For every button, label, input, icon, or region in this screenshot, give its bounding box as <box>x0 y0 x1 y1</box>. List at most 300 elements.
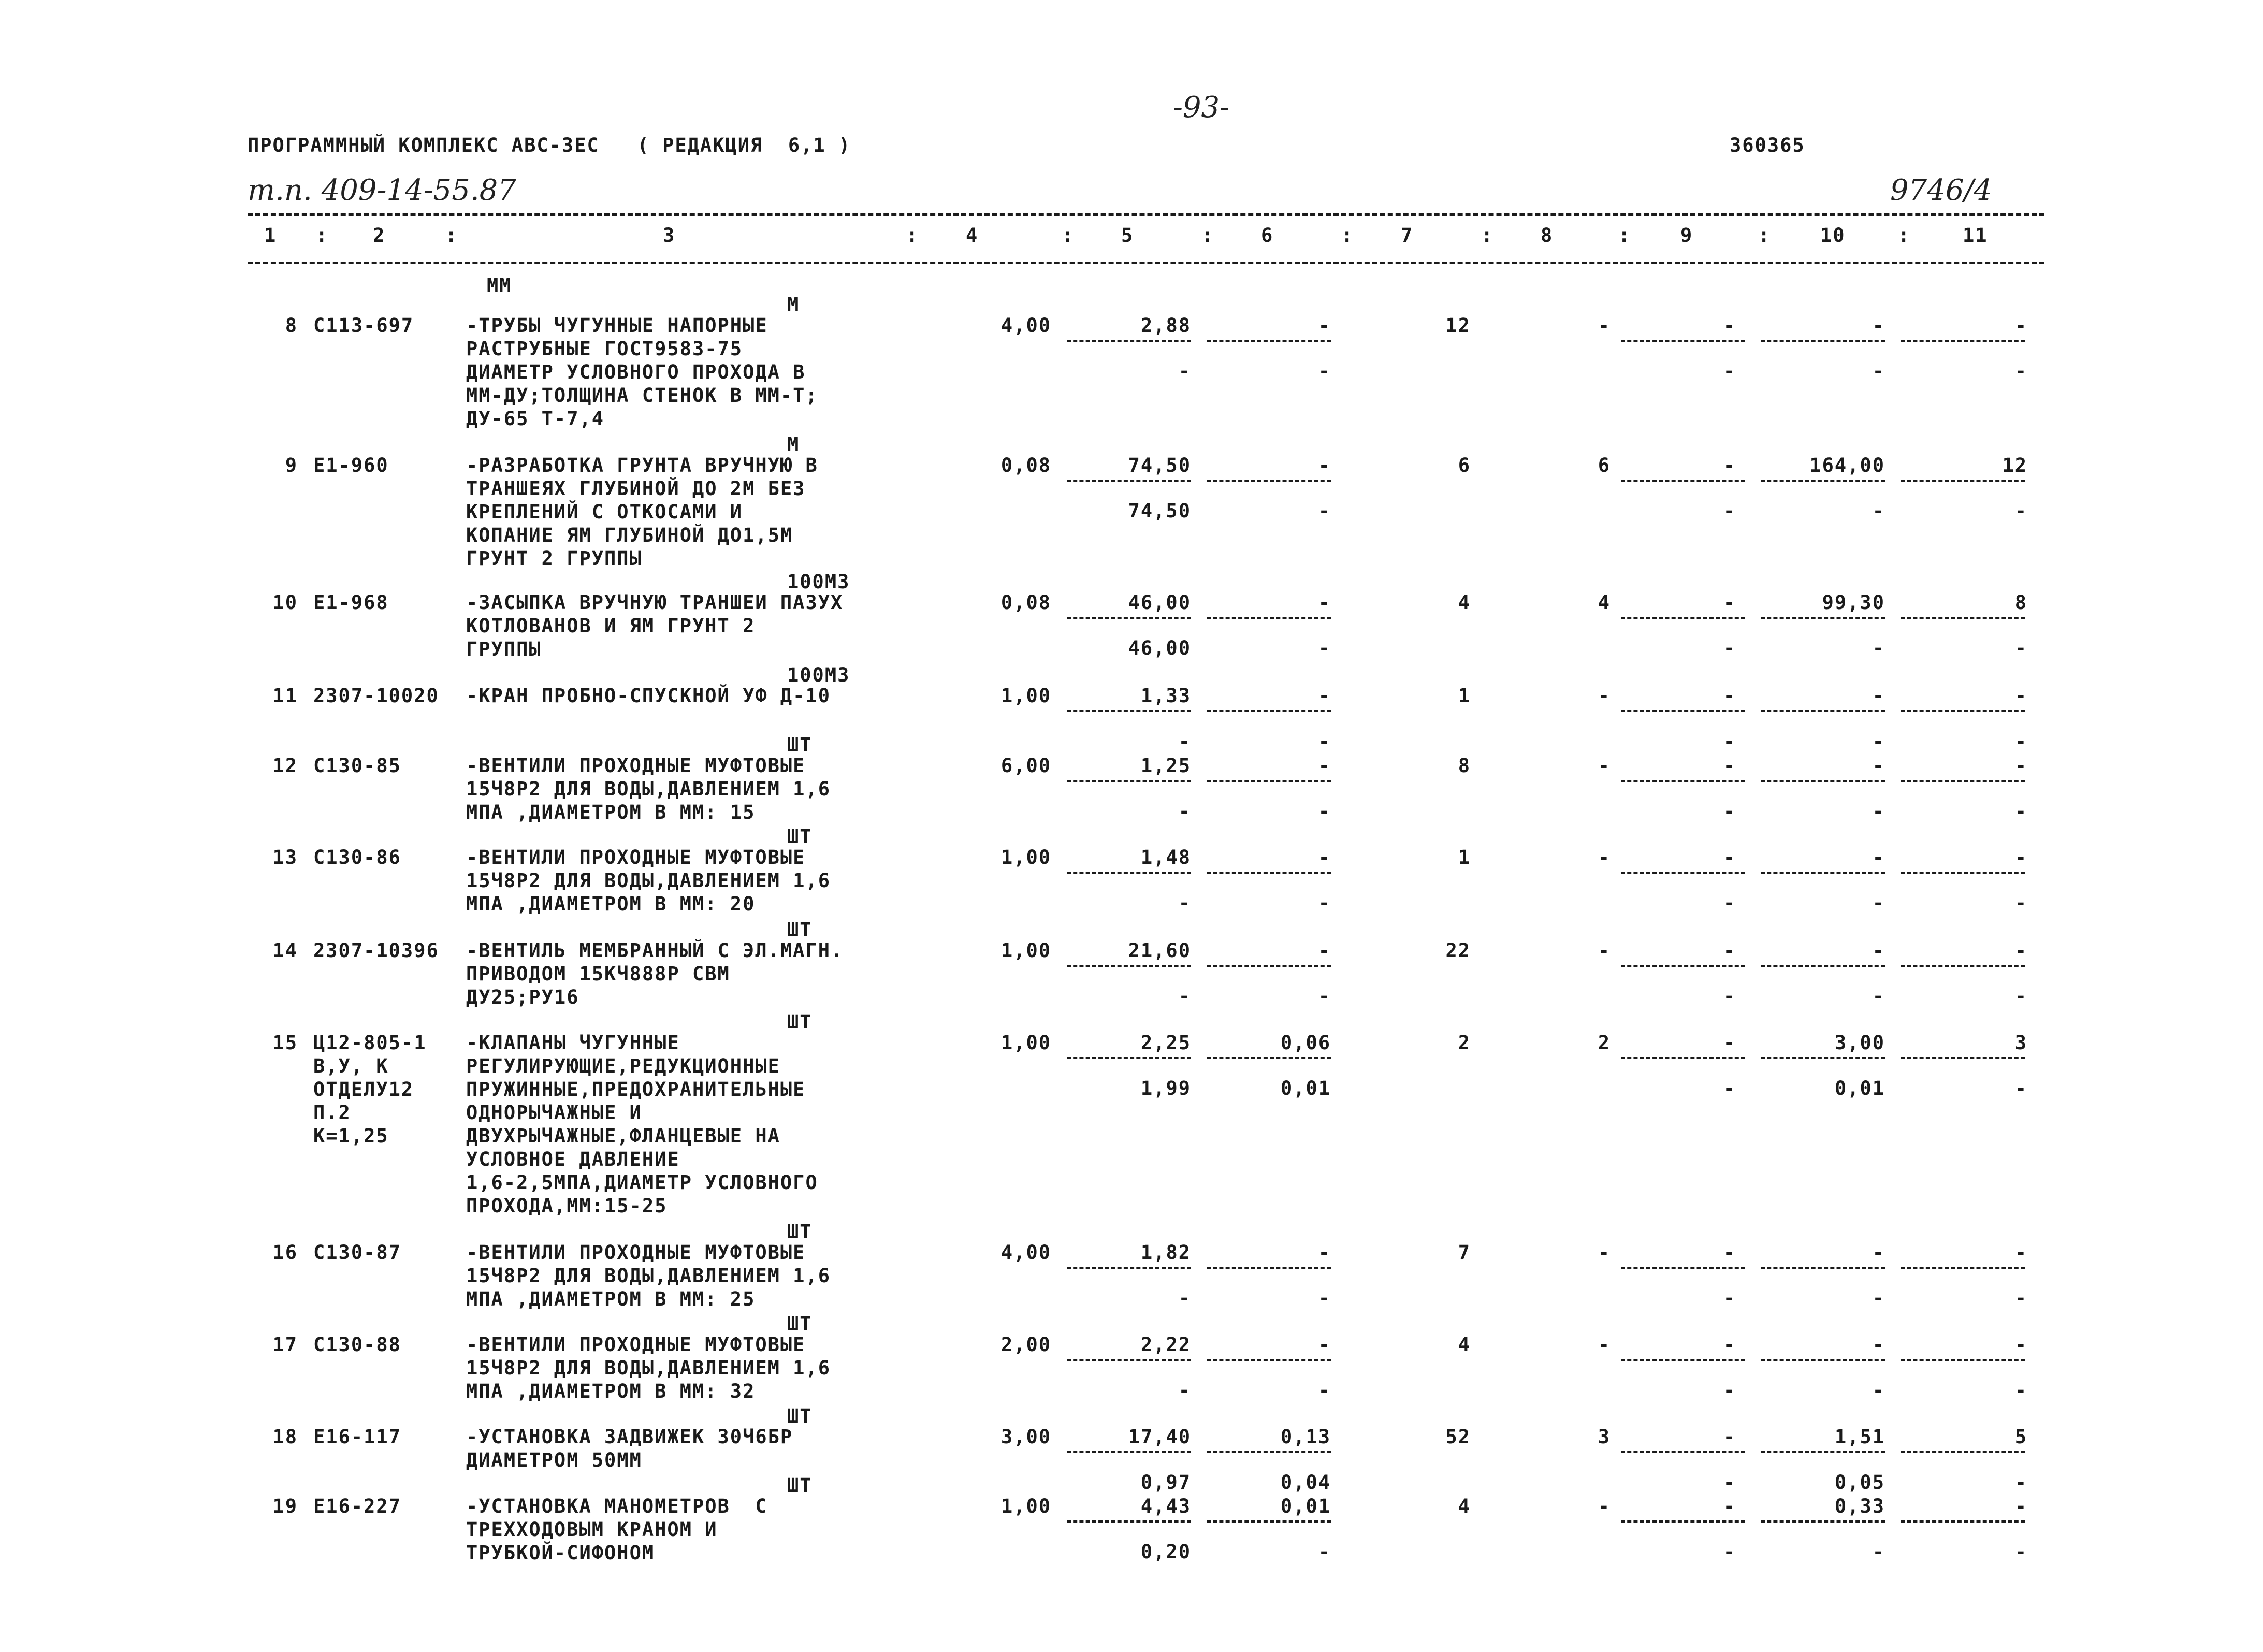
machine-wage-value: 0,04 <box>1280 1471 1331 1494</box>
wage-value: - <box>1598 1495 1611 1517</box>
subtotal-dashed-rule <box>1761 340 1885 342</box>
subtotal-dashed-rule <box>1761 710 1885 712</box>
row-number: 17 <box>272 1334 298 1356</box>
column-number: 2 <box>373 224 386 247</box>
work-description: -КЛАПАНЫ ЧУГУННЫЕ <box>466 1032 680 1054</box>
subtotal-dashed-rule <box>1621 340 1745 342</box>
quantity-value: 1,00 <box>1000 1032 1051 1054</box>
wage-value: 3 <box>1598 1426 1611 1448</box>
machine-cost-value: - <box>1318 685 1331 707</box>
subtotal-dashed-rule <box>1761 965 1885 967</box>
subtotal-dashed-rule <box>1761 1267 1885 1269</box>
labor-sub-value: - <box>1872 730 1885 752</box>
wage-value: - <box>1598 314 1611 337</box>
machine-cost-value: 0,13 <box>1280 1426 1331 1448</box>
machine-wage-value: - <box>1318 800 1331 822</box>
labor-sub-value: - <box>1872 1287 1885 1309</box>
labor-value: - <box>1872 1241 1885 1264</box>
total-cost-value: 1 <box>1458 685 1471 707</box>
norm-code: В,У, К <box>313 1055 389 1077</box>
labor-value: 0,33 <box>1834 1495 1885 1517</box>
unit-of-measure: ШТ <box>787 734 813 756</box>
unit-of-measure: ШТ <box>787 1313 813 1335</box>
unit-cost-wage-value: 46,00 <box>1128 637 1191 659</box>
column-number: 4 <box>966 224 979 247</box>
work-description: РАСТРУБНЫЕ ГОСТ9583-75 <box>466 338 743 360</box>
subtotal-dashed-rule <box>1621 1057 1745 1059</box>
wage-value: - <box>1598 846 1611 868</box>
row-number: 13 <box>272 846 298 868</box>
unit-cost-value: 2,88 <box>1140 314 1191 337</box>
subtotal-dashed-rule <box>1207 710 1331 712</box>
labor-total-sub-value: - <box>2014 360 2027 382</box>
labor-sub-value: - <box>1872 360 1885 382</box>
labor-total-sub-value: - <box>2014 1077 2027 1099</box>
work-description: -ВЕНТИЛИ ПРОХОДНЫЕ МУФТОВЫЕ <box>466 755 806 777</box>
machine-wage-value: - <box>1318 730 1331 752</box>
column-9-sub-value: - <box>1723 1541 1736 1563</box>
norm-code: С130-88 <box>313 1334 401 1356</box>
column-number: 11 <box>1963 224 1988 247</box>
total-cost-value: 1 <box>1458 846 1471 868</box>
labor-total-sub-value: - <box>2014 800 2027 822</box>
quantity-value: 1,00 <box>1000 685 1051 707</box>
subtotal-dashed-rule <box>1761 480 1885 482</box>
subtotal-dashed-rule <box>1761 1359 1885 1361</box>
machine-cost-value: - <box>1318 846 1331 868</box>
work-description: ДВУХРЫЧАЖНЫЕ,ФЛАНЦЕВЫЕ НА <box>466 1125 780 1147</box>
quantity-value: 1,00 <box>1000 1495 1051 1517</box>
work-description: ТРЕХХОДОВЫМ КРАНОМ И <box>466 1518 718 1541</box>
labor-value: - <box>1872 755 1885 777</box>
work-description: ММ-ДУ;ТОЛЩИНА СТЕНОК В ММ-Т; <box>466 384 818 407</box>
wage-value: - <box>1598 755 1611 777</box>
subtotal-dashed-rule <box>1207 1451 1331 1453</box>
machine-wage-value: - <box>1318 500 1331 522</box>
subtotal-dashed-rule <box>1901 780 2025 782</box>
norm-code: С113-697 <box>313 314 414 337</box>
column-9-value: - <box>1723 1032 1736 1054</box>
subtotal-dashed-rule <box>1901 1057 2025 1059</box>
unit-of-measure: ШТ <box>787 1405 813 1427</box>
unit-cost-value: 1,48 <box>1140 846 1191 868</box>
subtotal-dashed-rule <box>1067 1057 1191 1059</box>
subtotal-dashed-rule <box>1761 1057 1885 1059</box>
quantity-value: 4,00 <box>1000 1241 1051 1264</box>
machine-wage-value: - <box>1318 1287 1331 1309</box>
column-separator: : <box>316 224 329 247</box>
row-number: 15 <box>272 1032 298 1054</box>
column-separator: : <box>906 224 919 247</box>
subtotal-dashed-rule <box>1901 1451 2025 1453</box>
row-number: 16 <box>272 1241 298 1264</box>
subtotal-dashed-rule <box>1621 480 1745 482</box>
subtotal-dashed-rule <box>1067 1520 1191 1523</box>
labor-total-value: 3 <box>2014 1032 2027 1054</box>
column-number: 9 <box>1680 224 1693 247</box>
unit-of-measure: ШТ <box>787 1011 813 1033</box>
machine-wage-value: - <box>1318 1541 1331 1563</box>
work-description: МПА ,ДИАМЕТРОМ В ММ: 20 <box>466 893 756 915</box>
machine-wage-value: - <box>1318 360 1331 382</box>
subtotal-dashed-rule <box>1901 480 2025 482</box>
labor-total-value: - <box>2014 1495 2027 1517</box>
total-cost-value: 2 <box>1458 1032 1471 1054</box>
machine-cost-value: - <box>1318 314 1331 337</box>
unit-of-measure: 100М3 <box>787 571 850 593</box>
labor-value: 164,00 <box>1809 454 1885 476</box>
subtotal-dashed-rule <box>1901 340 2025 342</box>
labor-total-sub-value: - <box>2014 730 2027 752</box>
unit-cost-value: 4,43 <box>1140 1495 1191 1517</box>
labor-sub-value: - <box>1872 892 1885 914</box>
subtotal-dashed-rule <box>1207 480 1331 482</box>
unit-cost-value: 46,00 <box>1128 591 1191 614</box>
work-description: ПРИВОДОМ 15КЧ888Р СВМ <box>466 963 730 985</box>
labor-total-sub-value: - <box>2014 892 2027 914</box>
unit-of-measure: ШТ <box>787 919 813 941</box>
unit-cost-value: 1,82 <box>1140 1241 1191 1264</box>
machine-cost-value: 0,01 <box>1280 1495 1331 1517</box>
labor-value: 3,00 <box>1834 1032 1885 1054</box>
total-cost-value: 12 <box>1445 314 1471 337</box>
subtotal-dashed-rule <box>1901 965 2025 967</box>
labor-total-value: - <box>2014 755 2027 777</box>
quantity-value: 0,08 <box>1000 454 1051 476</box>
norm-code: Е16-117 <box>313 1426 401 1448</box>
column-9-value: - <box>1723 1334 1736 1356</box>
column-9-value: - <box>1723 1495 1736 1517</box>
norm-code: С130-85 <box>313 755 401 777</box>
table-top-rule <box>248 213 2044 216</box>
work-description: КОПАНИЕ ЯМ ГЛУБИНОЙ ДО1,5М <box>466 524 793 546</box>
labor-total-sub-value: - <box>2014 1287 2027 1309</box>
labor-total-sub-value: - <box>2014 1471 2027 1494</box>
labor-value: - <box>1872 846 1885 868</box>
work-description: ТРУБКОЙ-СИФОНОМ <box>466 1542 655 1564</box>
column-9-value: - <box>1723 314 1736 337</box>
subtotal-dashed-rule <box>1067 965 1191 967</box>
work-description: МПА ,ДИАМЕТРОМ В ММ: 32 <box>466 1380 756 1402</box>
row-number: 19 <box>272 1495 298 1517</box>
handwritten-project-number: т.п. 409-14-55.87 <box>248 173 516 207</box>
norm-code: Е1-968 <box>313 591 389 614</box>
unit-cost-value: 2,25 <box>1140 1032 1191 1054</box>
subtotal-dashed-rule <box>1761 1451 1885 1453</box>
column-number: 3 <box>663 224 676 247</box>
unit-cost-wage-value: - <box>1178 800 1191 822</box>
labor-total-value: 12 <box>2002 454 2027 476</box>
column-9-value: - <box>1723 591 1736 614</box>
subtotal-dashed-rule <box>1761 780 1885 782</box>
machine-cost-value: - <box>1318 755 1331 777</box>
column-separator: : <box>1618 224 1631 247</box>
subtotal-dashed-rule <box>1067 1267 1191 1269</box>
subtotal-dashed-rule <box>1207 1057 1331 1059</box>
wage-value: 6 <box>1598 454 1611 476</box>
machine-wage-value: - <box>1318 892 1331 914</box>
wage-value: - <box>1598 685 1611 707</box>
column-9-sub-value: - <box>1723 1379 1736 1401</box>
labor-sub-value: - <box>1872 500 1885 522</box>
total-cost-value: 4 <box>1458 1334 1471 1356</box>
column-9-sub-value: - <box>1723 800 1736 822</box>
work-description: ОДНОРЫЧАЖНЫЕ И <box>466 1102 642 1124</box>
work-description: ГРУППЫ <box>466 638 542 660</box>
handwritten-sheet-number: 9746/4 <box>1890 173 1993 207</box>
machine-cost-value: - <box>1318 591 1331 614</box>
labor-total-value: - <box>2014 1334 2027 1356</box>
subtotal-dashed-rule <box>1761 872 1885 874</box>
labor-value: 1,51 <box>1834 1426 1885 1448</box>
unit-of-measure: М <box>787 294 800 316</box>
unit-cost-wage-value: 1,99 <box>1140 1077 1191 1099</box>
work-description: -ТРУБЫ ЧУГУННЫЕ НАПОРНЫЕ <box>466 314 768 337</box>
row-number: 18 <box>272 1426 298 1448</box>
labor-total-value: - <box>2014 1241 2027 1264</box>
subtotal-dashed-rule <box>1901 617 2025 619</box>
labor-total-sub-value: - <box>2014 637 2027 659</box>
norm-code: С130-86 <box>313 846 401 868</box>
work-description: -КРАН ПРОБНО-СПУСКНОЙ УФ Д-10 <box>466 685 831 707</box>
work-description: -ВЕНТИЛИ ПРОХОДНЫЕ МУФТОВЫЕ <box>466 1334 806 1356</box>
unit-of-measure: ШТ <box>787 825 813 848</box>
subtotal-dashed-rule <box>1067 1359 1191 1361</box>
subtotal-dashed-rule <box>1067 872 1191 874</box>
column-number: 8 <box>1541 224 1554 247</box>
quantity-value: 4,00 <box>1000 314 1051 337</box>
column-9-value: - <box>1723 939 1736 962</box>
work-description: РЕГУЛИРУЮЩИЕ,РЕДУКЦИОННЫЕ <box>466 1055 780 1077</box>
row-number: 10 <box>272 591 298 614</box>
work-description: ГРУНТ 2 ГРУППЫ <box>466 547 642 570</box>
norm-code: Ц12-805-1 <box>313 1032 427 1054</box>
unit-of-measure: 100М3 <box>787 664 850 686</box>
page-number: -93- <box>1173 91 1230 124</box>
work-description: ПРУЖИННЫЕ,ПРЕДОХРАНИТЕЛЬНЫЕ <box>466 1078 806 1100</box>
labor-total-value: - <box>2014 685 2027 707</box>
unit-of-measure: ШТ <box>787 1474 813 1497</box>
column-number: 7 <box>1401 224 1414 247</box>
unit-cost-wage-value: - <box>1178 730 1191 752</box>
wage-value: 2 <box>1598 1032 1611 1054</box>
norm-code: К=1,25 <box>313 1125 389 1147</box>
subtotal-dashed-rule <box>1067 780 1191 782</box>
norm-code: С130-87 <box>313 1241 401 1264</box>
column-separator: : <box>1758 224 1771 247</box>
unit-cost-wage-value: - <box>1178 1287 1191 1309</box>
quantity-value: 6,00 <box>1000 755 1051 777</box>
column-9-sub-value: - <box>1723 985 1736 1007</box>
column-9-sub-value: - <box>1723 1287 1736 1309</box>
norm-code: Е1-960 <box>313 454 389 476</box>
subtotal-dashed-rule <box>1621 965 1745 967</box>
subtotal-dashed-rule <box>1621 1520 1745 1523</box>
total-cost-value: 6 <box>1458 454 1471 476</box>
unit-cost-value: 17,40 <box>1128 1426 1191 1448</box>
work-description: ТРАНШЕЯХ ГЛУБИНОЙ ДО 2М БЕЗ <box>466 477 806 500</box>
labor-total-value: 8 <box>2014 591 2027 614</box>
column-number: 10 <box>1820 224 1846 247</box>
work-description: -ВЕНТИЛИ ПРОХОДНЫЕ МУФТОВЫЕ <box>466 1241 806 1264</box>
work-description: 15Ч8Р2 ДЛЯ ВОДЫ,ДАВЛЕНИЕМ 1,6 <box>466 1265 831 1287</box>
unit-cost-wage-value: - <box>1178 892 1191 914</box>
column-separator: : <box>1481 224 1494 247</box>
work-description: УСЛОВНОЕ ДАВЛЕНИЕ <box>466 1148 680 1170</box>
column-9-value: - <box>1723 1241 1736 1264</box>
wage-value: - <box>1598 939 1611 962</box>
column-number: 6 <box>1261 224 1274 247</box>
column-9-sub-value: - <box>1723 637 1736 659</box>
row-number: 8 <box>285 314 298 337</box>
subtotal-dashed-rule <box>1067 617 1191 619</box>
subtotal-dashed-rule <box>1207 965 1331 967</box>
column-9-sub-value: - <box>1723 360 1736 382</box>
subtotal-dashed-rule <box>1901 710 2025 712</box>
unit-cost-wage-value: 74,50 <box>1128 500 1191 522</box>
subtotal-dashed-rule <box>1207 617 1331 619</box>
labor-sub-value: 0,05 <box>1834 1471 1885 1494</box>
subtotal-dashed-rule <box>1207 872 1331 874</box>
machine-wage-value: - <box>1318 1379 1331 1401</box>
row-number: 9 <box>285 454 298 476</box>
machine-wage-value: - <box>1318 985 1331 1007</box>
work-description: МПА ,ДИАМЕТРОМ В ММ: 25 <box>466 1288 756 1310</box>
labor-total-value: - <box>2014 314 2027 337</box>
work-description: КРЕПЛЕНИЙ С ОТКОСАМИ И <box>466 501 743 523</box>
labor-sub-value: - <box>1872 985 1885 1007</box>
unit-of-measure: ШТ <box>787 1221 813 1243</box>
table-header-rule <box>248 262 2044 264</box>
column-separator: : <box>1341 224 1354 247</box>
column-separator: : <box>1201 224 1214 247</box>
labor-total-value: - <box>2014 846 2027 868</box>
subtotal-dashed-rule <box>1621 1359 1745 1361</box>
column-9-sub-value: - <box>1723 1471 1736 1494</box>
row-number: 11 <box>272 685 298 707</box>
subtotal-dashed-rule <box>1067 480 1191 482</box>
carryover-unit: ММ <box>487 274 512 297</box>
labor-total-sub-value: - <box>2014 1379 2027 1401</box>
norm-code: ОТДЕЛУ12 <box>313 1078 414 1100</box>
column-9-sub-value: - <box>1723 1077 1736 1099</box>
subtotal-dashed-rule <box>1067 710 1191 712</box>
column-9-value: - <box>1723 755 1736 777</box>
work-description: КОТЛОВАНОВ И ЯМ ГРУНТ 2 <box>466 615 756 637</box>
document-code: 360365 <box>1730 134 1805 156</box>
labor-value: - <box>1872 685 1885 707</box>
work-description: 15Ч8Р2 ДЛЯ ВОДЫ,ДАВЛЕНИЕМ 1,6 <box>466 870 831 892</box>
quantity-value: 1,00 <box>1000 846 1051 868</box>
labor-sub-value: - <box>1872 1541 1885 1563</box>
subtotal-dashed-rule <box>1621 872 1745 874</box>
norm-code: П.2 <box>313 1102 351 1124</box>
wage-value: - <box>1598 1241 1611 1264</box>
work-description: -ЗАСЫПКА ВРУЧНУЮ ТРАНШЕИ ПАЗУХ <box>466 591 844 614</box>
subtotal-dashed-rule <box>1207 1359 1331 1361</box>
work-description: МПА ,ДИАМЕТРОМ В ММ: 15 <box>466 801 756 823</box>
quantity-value: 3,00 <box>1000 1426 1051 1448</box>
subtotal-dashed-rule <box>1621 710 1745 712</box>
work-description: ДИАМЕТРОМ 50ММ <box>466 1449 642 1471</box>
subtotal-dashed-rule <box>1621 1451 1745 1453</box>
subtotal-dashed-rule <box>1901 1267 2025 1269</box>
column-9-value: - <box>1723 846 1736 868</box>
labor-value: - <box>1872 1334 1885 1356</box>
unit-cost-wage-value: 0,20 <box>1140 1541 1191 1563</box>
column-9-sub-value: - <box>1723 730 1736 752</box>
norm-code: Е16-227 <box>313 1495 401 1517</box>
labor-sub-value: - <box>1872 637 1885 659</box>
unit-cost-value: 1,33 <box>1140 685 1191 707</box>
labor-total-value: 5 <box>2014 1426 2027 1448</box>
column-9-value: - <box>1723 1426 1736 1448</box>
column-separator: : <box>1898 224 1911 247</box>
work-description: -ВЕНТИЛИ ПРОХОДНЫЕ МУФТОВЫЕ <box>466 846 806 868</box>
total-cost-value: 7 <box>1458 1241 1471 1264</box>
unit-cost-value: 1,25 <box>1140 755 1191 777</box>
column-9-value: - <box>1723 685 1736 707</box>
machine-cost-value: - <box>1318 1241 1331 1264</box>
work-description: 15Ч8Р2 ДЛЯ ВОДЫ,ДАВЛЕНИЕМ 1,6 <box>466 1357 831 1379</box>
subtotal-dashed-rule <box>1207 1267 1331 1269</box>
unit-cost-value: 74,50 <box>1128 454 1191 476</box>
total-cost-value: 22 <box>1445 939 1471 962</box>
labor-value: - <box>1872 314 1885 337</box>
unit-of-measure: М <box>787 433 800 456</box>
machine-wage-value: 0,01 <box>1280 1077 1331 1099</box>
labor-value: 99,30 <box>1822 591 1885 614</box>
quantity-value: 0,08 <box>1000 591 1051 614</box>
unit-cost-wage-value: - <box>1178 1379 1191 1401</box>
work-description: ДУ-65 Т-7,4 <box>466 408 605 430</box>
subtotal-dashed-rule <box>1901 872 2025 874</box>
unit-cost-wage-value: 0,97 <box>1140 1471 1191 1494</box>
subtotal-dashed-rule <box>1207 1520 1331 1523</box>
subtotal-dashed-rule <box>1761 1520 1885 1523</box>
subtotal-dashed-rule <box>1901 1359 2025 1361</box>
program-header: ПРОГРАММНЫЙ КОМПЛЕКС АВС-3ЕС ( РЕДАКЦИЯ 6,1 ) <box>248 134 851 156</box>
wage-value: 4 <box>1598 591 1611 614</box>
column-number: 5 <box>1121 224 1134 247</box>
subtotal-dashed-rule <box>1067 1451 1191 1453</box>
labor-value: - <box>1872 939 1885 962</box>
subtotal-dashed-rule <box>1207 340 1331 342</box>
subtotal-dashed-rule <box>1067 340 1191 342</box>
unit-cost-wage-value: - <box>1178 985 1191 1007</box>
labor-sub-value: - <box>1872 800 1885 822</box>
work-description: 1,6-2,5МПА,ДИАМЕТР УСЛОВНОГО <box>466 1171 818 1194</box>
work-description: 15Ч8Р2 ДЛЯ ВОДЫ,ДАВЛЕНИЕМ 1,6 <box>466 778 831 800</box>
work-description: ДИАМЕТР УСЛОВНОГО ПРОХОДА В <box>466 361 806 383</box>
subtotal-dashed-rule <box>1621 1267 1745 1269</box>
labor-sub-value: - <box>1872 1379 1885 1401</box>
labor-total-value: - <box>2014 939 2027 962</box>
column-9-sub-value: - <box>1723 500 1736 522</box>
work-description: ПРОХОДА,ММ:15-25 <box>466 1195 668 1217</box>
machine-cost-value: - <box>1318 1334 1331 1356</box>
subtotal-dashed-rule <box>1621 617 1745 619</box>
total-cost-value: 4 <box>1458 1495 1471 1517</box>
column-number: 1 <box>264 224 277 247</box>
total-cost-value: 52 <box>1445 1426 1471 1448</box>
subtotal-dashed-rule <box>1207 780 1331 782</box>
labor-total-sub-value: - <box>2014 1541 2027 1563</box>
column-9-value: - <box>1723 454 1736 476</box>
norm-code: 2307-10020 <box>313 685 439 707</box>
unit-cost-value: 21,60 <box>1128 939 1191 962</box>
work-description: -ВЕНТИЛЬ МЕМБРАННЫЙ С ЭЛ.МАГН. <box>466 939 844 962</box>
